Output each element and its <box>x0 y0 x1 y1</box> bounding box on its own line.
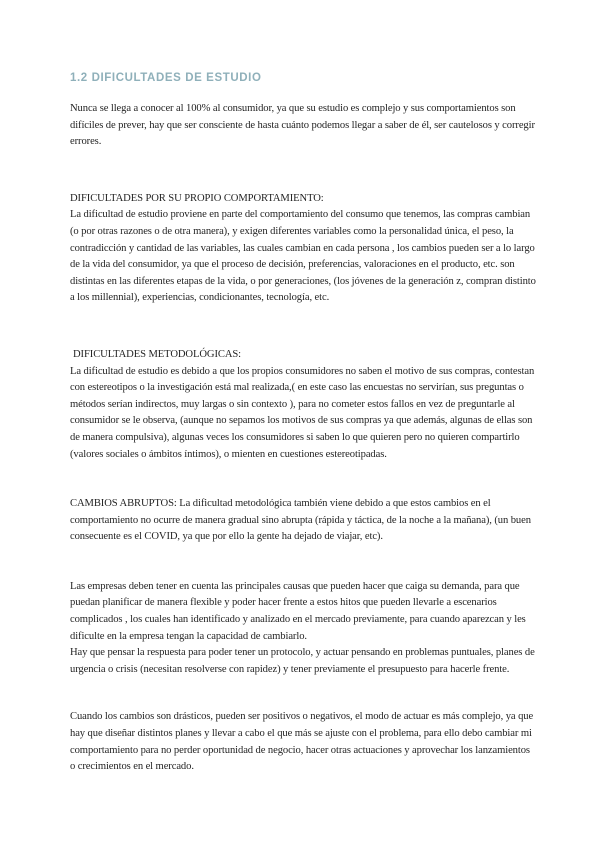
section-methodological <box>70 347 536 463</box>
section-body-own-behavior: La dificultad de estudio proviene en parte del comportamiento del consumo que tenemos, las compras cambian (o por otras razones o de otra manera), y exigen diferentes variables como la personalidad única, el peso, la contradicción y cantidad de las variables, las cuales cambian en cada persona , los cambios pueden ser a lo largo de la vida del consumidor, ya que el proceso de decisión, preferencias, valoraciones en el producto, etc. son distintas en las diferentes etapas de la vida, o por generaciones, (los jóvenes de la generación z, compran distinto a los millennial), experiencias, condicionantes, tecnología, etc. <box>70 209 536 304</box>
paragraph-drastic-changes: Cuando los cambios son drásticos, pueden ser positivos o negativos, el modo de actuar es más complejo, ya que hay que diseñar distintos planes y llevar a cabo el que más se ajuste con el problema, para ello debo cambiar mi comportamiento para no perder oportunidad de negocio, hacer otras actuaciones y aprovechar los lanzamientos o crecimientos en el mercado. <box>70 711 534 773</box>
paragraph-companies-protocol: Hay que pensar la respuesta para poder tener un protocolo, y actuar pensando en problemas puntuales, planes de urgencia o crisis (necesitan resolverse con rapidez) y tener previamente el presupuesto para hacerle frente. <box>70 647 535 675</box>
paragraph-abrupt-changes: CAMBIOS ABRUPTOS: La dificultad metodológica también viene debido a que estos cambios en el comportamiento no ocurre de manera gradual sino abrupta (rápida y táctica, de la noche a la mañana), (un buen consecuente es el COVID, ya que por ello la gente ha dejado de viajar, etc). <box>70 498 531 543</box>
page-title: 1.2 DIFICULTADES DE ESTUDIO <box>70 72 262 84</box>
section-heading-own-behavior: DIFICULTADES POR SU PROPIO COMPORTAMIENTO: <box>70 192 324 204</box>
paragraph-companies-causes: Las empresas deben tener en cuenta las principales causas que pueden hacer que caiga su demanda, para que puedan planificar de manera flexible y poder hacer frente a estos hitos que pueden llevarle a escenarios complicados , los cuales han identificado y analizado en el mercado previamente, para cuando aparezcan y les dificulte en la empresa tengan la capacidad de cambiarlo. <box>70 580 526 642</box>
section-heading-methodological: DIFICULTADES METODOLÓGICAS: <box>73 348 242 360</box>
intro-paragraph: Nunca se llega a conocer al 100% al consumidor, ya que su estudio es complejo y sus comportamientos son difíciles de prever, hay que ser consciente de hasta cuánto podemos llegar a saber de él, ser cautelosos y corregir errores. <box>70 103 535 148</box>
section-own-behavior <box>70 191 536 307</box>
section-companies <box>70 579 536 679</box>
section-body-methodological: La dificultad de estudio es debido a que los propios consumidores no saben el motivo de sus compras, contestan con estereotipos o la investigación está mal realizada,( en este caso las encuestas no servirían, sus preguntas o métodos serían indirectos, muy largas o sin contexto ), para no cometer estos fallos en vez de preguntarle al consumidor se le observa, (aunque no sepamos los motivos de sus compras ya que además, algunas de ellas son de manera compulsiva), algunas veces los consumidores si saben lo que quieren pero no quieren compartirlo (valores sociales o ámbitos íntimos), o mienten en cuestiones estereotipadas. <box>70 365 535 460</box>
